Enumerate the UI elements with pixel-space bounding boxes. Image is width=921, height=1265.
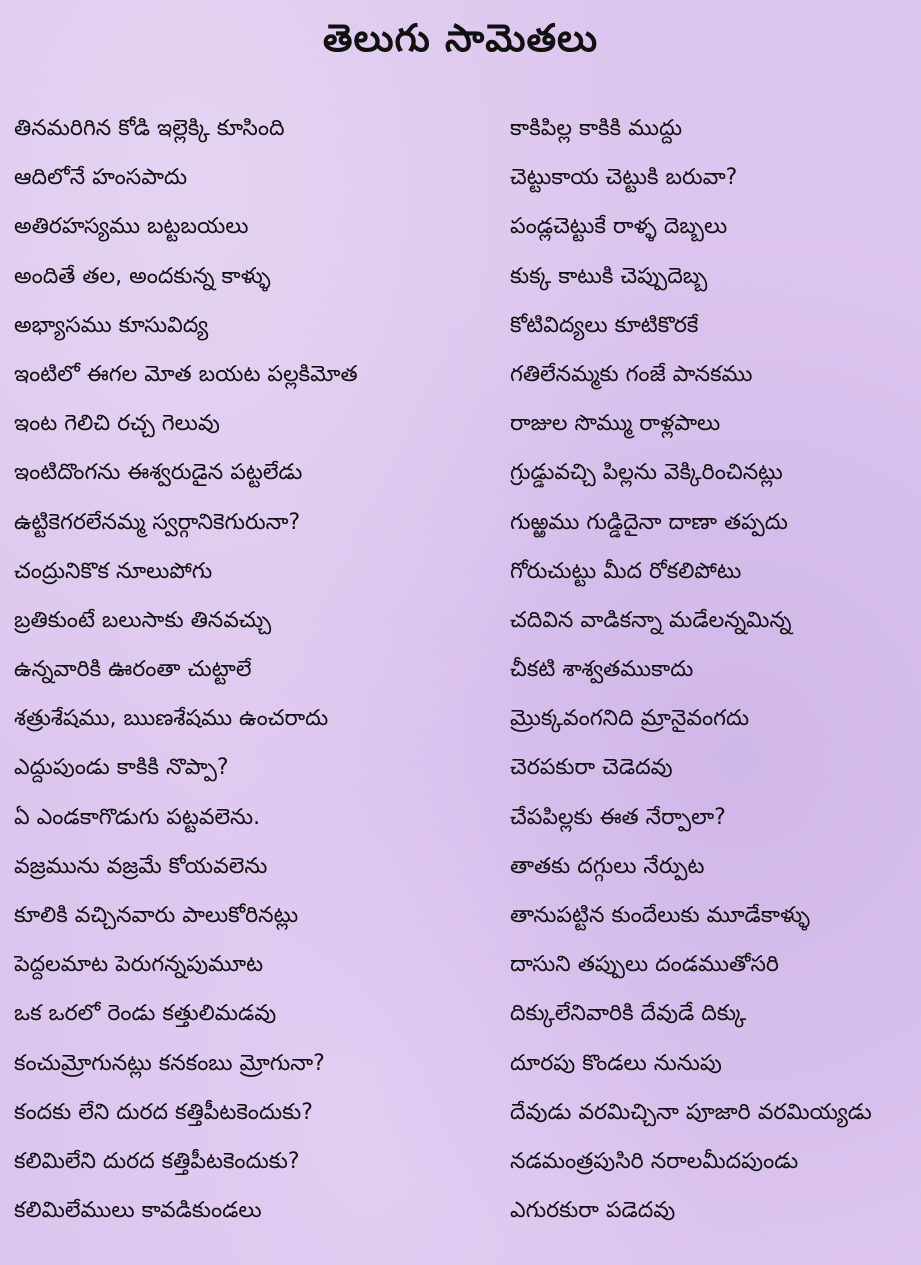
proverb-item: ఎద్దుపుండు కాకికి నొప్పా? [14,755,229,781]
proverb-item: కందకు లేని దురద కత్తిపీటకెందుకు? [14,1099,313,1125]
proverb-item: అభ్యాసము కూసువిద్య [14,312,209,338]
proverb-item: వజ్రమును వజ్రమే కోయవలెను [14,853,268,879]
proverb-item: ఇంటిలో ఈగల మోత బయట పల్లకిమోత [14,361,358,387]
page-title: తెలుగు సామెతలు [322,16,599,60]
proverb-item: కోటివిద్యలు కూటికొరకే [510,312,699,338]
proverb-item: ఉన్నవారికి ఊరంతా చుట్టాలే [14,657,252,683]
proverb-item: తినమరిగిన కోడి ఇల్లెక్కి కూసింది [14,116,285,141]
proverb-item: రాజుల సొమ్ము రాళ్లపాలు [510,411,721,437]
proverb-item: పెద్దలమాట పెరుగన్నపుమూట [14,952,264,978]
proverb-item: ఇంట గెలిచి రచ్చ గెలువు [14,411,220,437]
proverb-item: అందితే తల, అందకున్న కాళ్ళు [14,263,271,289]
proverbs-right-column [510,104,915,1235]
proverb-item: శత్రుశేషము, ఋణశేషము ఉంచరాదు [14,706,329,732]
proverb-item: ఆదిలోనే హంసపాదు [14,165,188,191]
proverb-item: బ్రతికుంటే బలుసాకు తినవచ్చు [14,607,272,633]
proverb-item: తాతకు దగ్గులు నేర్పుట [510,853,705,879]
proverb-item: చదివిన వాడికన్నా మడేలన్నమిన్న [510,607,792,633]
proverb-item: తానుపట్టిన కుందేలుకు మూడేకాళ్ళు [510,903,810,928]
proverb-item: గ్రుడ్డువచ్చి పిల్లను వెక్కిరించినట్లు [510,460,783,486]
proverb-item: మ్రొక్కవంగనిది మ్రానైవంగదు [510,706,750,732]
proverb-item: అతిరహస్యము బట్టబయలు [14,214,249,240]
proverb-item: గుఱ్ఱము గుడ్డిదైనా దాణా తప్పదు [510,509,788,535]
proverb-item: దూరపు కొండలు నునుపు [510,1050,722,1076]
proverb-item: ఇంటిదొంగను ఈశ్వరుడైన పట్టలేడు [14,460,303,486]
proverb-item: దాసుని తప్పులు దండముతోసరి [510,952,779,978]
proverb-item: ఒక ఒరలో రెండు కత్తులిమడవు [14,1001,277,1027]
proverb-item: ఎగురకురా పడెదవు [510,1198,676,1224]
proverb-item: కలిమిలేములు కావడికుండలు [14,1198,262,1224]
proverb-item: చీకటి శాశ్వతముకాదు [510,657,694,683]
proverb-item: కలిమిలేని దురద కత్తిపీటకెందుకు? [14,1148,300,1174]
proverb-item: నడమంత్రపుసిరి నరాలమీదపుండు [510,1148,799,1174]
proverb-item: కంచుమ్రోగునట్లు కనకంబు మ్రోగునా? [14,1050,325,1076]
proverbs-left-column [14,104,484,1235]
proverb-item: ఏ ఎండకాగొడుగు పట్టవలెను. [14,804,261,830]
proverb-item: దిక్కులేనివారికి దేవుడే దిక్కు [510,1001,747,1027]
proverb-item: చంద్రునికొక నూలుపోగు [14,558,213,584]
proverb-item: చెరపకురా చెడెదవు [510,755,673,781]
proverb-item: గోరుచుట్టు మీద రోకలిపోటు [510,558,742,584]
proverb-item: గతిలేనమ్మకు గంజే పానకము [510,361,753,387]
proverb-item: చేపపిల్లకు ఈత నేర్పాలా? [510,804,726,830]
proverb-item: ఉట్టికెగరలేనమ్మ స్వర్గానికెగురునా? [14,509,301,535]
proverb-item: కాకిపిల్ల కాకికి ముద్దు [510,116,683,141]
proverb-item: చెట్టుకాయ చెట్టుకి బరువా? [510,165,738,191]
proverb-item: పండ్లచెట్టుకే రాళ్ళ దెబ్బలు [510,214,728,240]
proverb-item: కుక్క కాటుకి చెప్పుదెబ్బ [510,263,708,289]
proverb-item: కూలికి వచ్చినవారు పాలుకోరినట్లు [14,903,299,928]
proverb-item: దేవుడు వరమిచ్చినా పూజారి వరమియ్యడు [510,1099,872,1125]
